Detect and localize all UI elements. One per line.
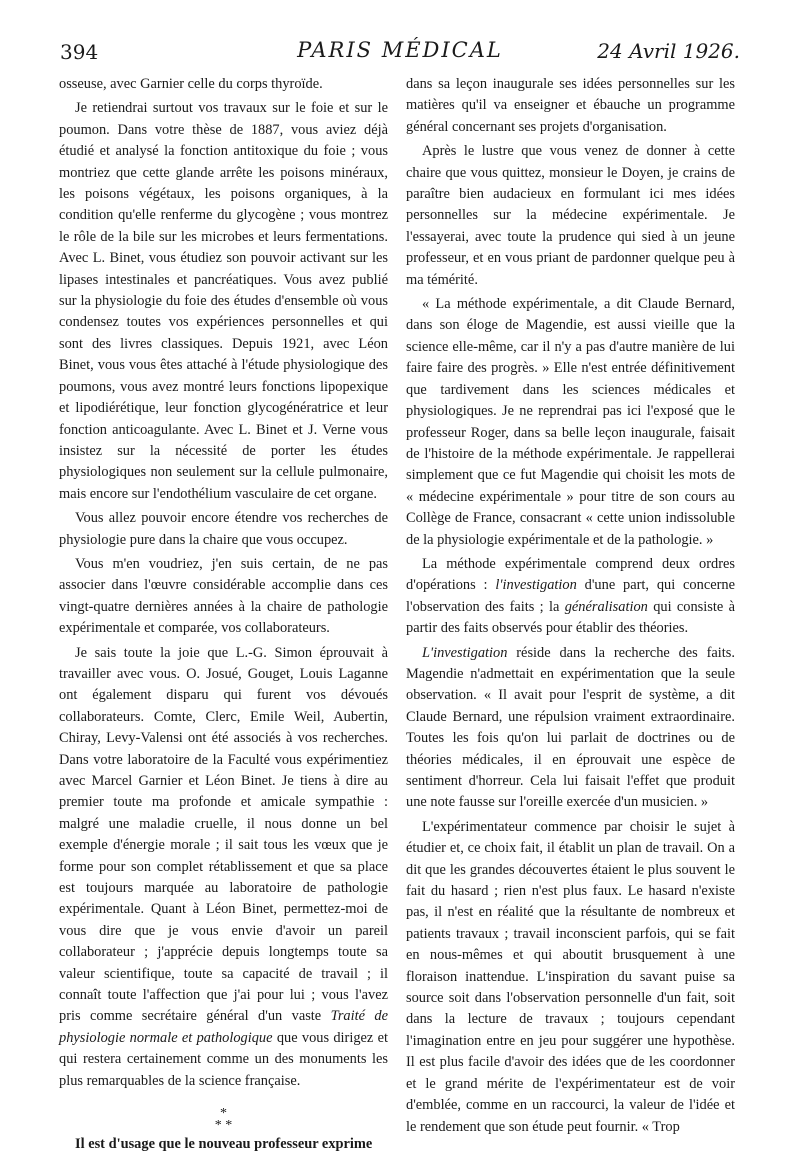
paragraph: Vous allez pouvoir encore étendre vos recherches de physiologie pure dans la chaire que vous occupez. bbox=[59, 510, 388, 548]
italic-term: L'investigation bbox=[422, 644, 508, 661]
paragraph: « La méthode expérimentale, a dit Claude Bernard, dans son éloge de Magendie, est aussi vieille que la science elle-même, car il n'y a pas d'autre manière de lui faire faire des progrès. » Elle n'est entrée définitivement que tardivement dans les sciences médicales et physiologiques. Je ne reprendrai pas ici l'exposé que le professeur Roger, dans sa belle leçon inaugurale, faisait de l'histoire de la méthode expérimentale. Je rappellerai simplement que ce fut Magendie qui choisit les mots de « médecine expérimentale » pour titre de son cours au Collège de France, consacrant « cette union indissoluble de la physiologie expérimentale et de la pathologie. » bbox=[406, 296, 735, 548]
paragraph: Vous m'en voudriez, j'en suis certain, de ne pas associer dans l'œuvre considérable accomplie dans ces vingt-quatre dernières années à la chaire de pathologie expérimentale et comparée, vos collaborateurs. bbox=[59, 555, 388, 637]
book-title: Traité de physiologie normale et pathologique bbox=[59, 1008, 389, 1046]
running-title: PARIS MÉDICAL bbox=[297, 38, 503, 62]
page-number: 394 bbox=[60, 40, 99, 64]
paragraph-text: réside dans la recherche des faits. Magendie n'admettait en expérimentation que la seule observation. « Il avait pour l'esprit de système, a dit Claude Bernard, une répulsion vraiment extraordinaire. Toutes les fois qu'on lui parlait de doctrines ou de théories médicales, il en éprouvait une espèce de sentiment d'horreur. Cela lui faisait l'effet que produit une note fausse sur l'oreille exercée d'un musicien. » bbox=[406, 644, 735, 811]
paragraph-text: que vous dirigez et qui restera certainement comme un des monuments les plus remarquables de la science française. bbox=[59, 1029, 388, 1089]
paragraph: osseuse, avec Garnier celle du corps thyroïde. bbox=[59, 76, 323, 92]
paragraph-text: d'une part, qui concerne l'observation des faits ; la bbox=[406, 577, 735, 615]
paragraph bbox=[59, 643, 388, 1093]
paragraph bbox=[406, 643, 735, 814]
paragraph: L'expérimentateur commence par choisir le sujet à étudier et, ce choix fait, il établit un plan de travail. On a dit que les grandes découvertes étaient le plus souvent le fait du hasard ; rien n'est plus faux. Le hasard n'existe pas, il n'est en réalité que la résultante de nombreux et patients travaux ; travail inconscient parfois, qui se fait en nous-mêmes et qui aboutit brusquement à une floraison inattendue. L'inspiration du savant puise sa source soit dans l'observation personnelle d'un fait, soit dans la lecture de travaux ; toujours cependant l'imagination entre en jeu pour suggérer une hypothèse. Il est plus facile d'avoir des idées que de les coordonner et le grand mérite de l'expérimentateur est de voir d'emblée, comme en un raccourci, la valeur de l'idée et le rendement que son étude peut fournir. « Trop bbox=[406, 818, 735, 1135]
paragraph: Je retiendrai surtout vos travaux sur le foie et sur le poumon. Dans votre thèse de 1887, vous aviez déjà étudié et analysé la fonction antitoxique du foie ; vous montriez que cette glande arrête les poisons minéraux, les poisons végétaux, les poisons organiques, à la condition qu'elle renferme du glycogène ; vous montrez le rôle de la bile sur les microbes et leurs fermentations. Avec L. Binet, vous étudiez son pouvoir activant sur les lipases intestinales et pancréatiques. Vous avez publié sur la physiologie du foie des études d'ensemble où vous condensez toutes vos expériences personnelles et qui sont des livres classiques. Depuis 1921, avec Léon Binet, vous vous êtes attaché à l'étude physiologique des poumons, vous avez montré leurs fonctions lipopexique et lipodiérétique, leur fonction glycogénératrice et leur fonction anticoagulante. Avec L. Binet et J. Verne vous insistez sur la nécessité de porter les études physiologiques non seulement sur la cellule pulmonaire, mais encore sur l'endothélium vasculaire de cet organe. bbox=[59, 100, 388, 502]
right-column bbox=[406, 74, 735, 1141]
section-separator: * * * bbox=[214, 1106, 233, 1134]
italic-term: généralisation bbox=[564, 598, 648, 615]
paragraph: Il est d'usage que le nouveau professeur exprime bbox=[75, 1136, 373, 1153]
page-header bbox=[60, 36, 740, 66]
paragraph-text: Je sais toute la joie que L.-G. Simon éprouvait à travailler avec vous. O. Josué, Gouget, Louis Laganne ont également disparu qui furent vos dévoués collaborateurs. Comte, Clerc, Emile Weil, Aubertin, Chiray, Levy-Valensi ont été associés à vos recherches. Dans votre laboratoire de la Faculté vous expérimentiez avec Marcel Garnier et Léon Binet. Je tiens à dire au premier toute ma profonde et amicale sympathie : malgré une maladie cruelle, il nous donne un bel exemple d'énergie morale ; il sait tous les vœux que je forme pour son complet rétablissement et que sa place est toujours marquée au laboratoire de pathologie expérimentale. Quant à Léon Binet, permettez-moi de vous dire que je vous envie d'avoir un pareil collaborateur ; j'apprécie depuis longtemps toute sa valeur scientifique, toute sa capacité de travail ; il connaît toute l'affection que j'ai pour lui ; vous l'avez pris comme secrétaire général d'un vaste bbox=[59, 644, 388, 1025]
paragraph: Après le lustre que vous venez de donner à cette chaire que vous quittez, monsieur le Doyen, je crains de paraître bien audacieux en formulant ici mes idées personnelles sur la médecine expérimentale. Je l'essayerai, avec toute la prudence qui sied à un jeune professeur, et en vous priant de pardonner quelque peu à ma témérité. bbox=[406, 143, 735, 288]
paragraph-text: La méthode expérimentale comprend deux ordres d'opérations : bbox=[406, 555, 735, 594]
paragraph bbox=[406, 554, 735, 640]
italic-term: l'investigation bbox=[495, 577, 577, 594]
issue-date: 24 Avril 1926. bbox=[597, 39, 740, 63]
paragraph-text: qui consiste à partir des faits observés pour établir des théories. bbox=[406, 598, 735, 637]
left-column bbox=[59, 74, 388, 1159]
paragraph: dans sa leçon inaugurale ses idées personnelles sur les matières qu'il va enseigner et ébauche un programme général concernant ses projets d'organisation. bbox=[406, 76, 735, 135]
